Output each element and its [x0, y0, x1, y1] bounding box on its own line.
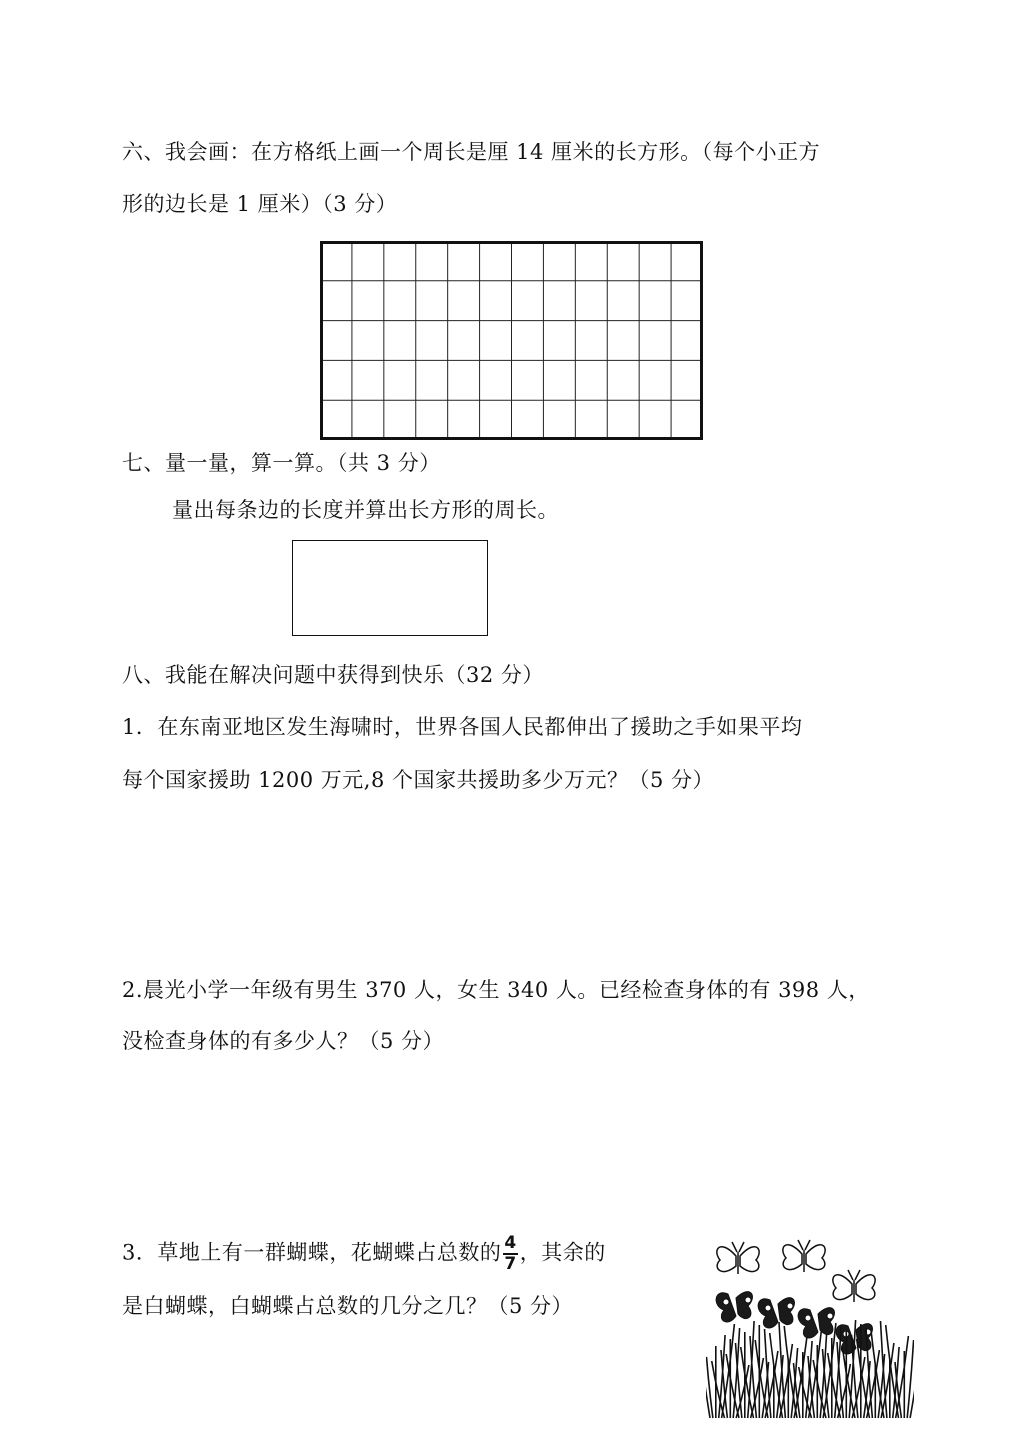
fraction-denominator: 7 [504, 1254, 517, 1274]
question3-line2: 是白蝴蝶，白蝴蝶占总数的几分之几？（5 分） [122, 1294, 574, 1318]
grid-lines [320, 241, 703, 440]
question2-line1: 2.晨光小学一年级有男生 370 人，女生 340 人。已经检查身体的有 398 人， [122, 978, 870, 1002]
section6-line1: 六、我会画：在方格纸上画一个周长是厘 14 厘米的长方形。（每个小正方 [122, 140, 821, 164]
section8-title: 八、我能在解决问题中获得到快乐（32 分） [122, 663, 544, 687]
question3-text-before: 3．草地上有一群蝴蝶，花蝴蝶占总数的 [122, 1240, 502, 1265]
question3-line1 [122, 1235, 606, 1273]
white-butterfly-icon [717, 1242, 759, 1274]
question1-line1: 1．在东南亚地区发生海啸时，世界各国人民都伸出了援助之手如果平均 [122, 715, 803, 739]
section6-line2: 形的边长是 1 厘米）（3 分） [122, 192, 398, 216]
question3-text-after: ，其余的 [519, 1240, 606, 1265]
white-butterfly-icon [783, 1240, 825, 1272]
grass-blade [823, 1323, 836, 1418]
question2-line2: 没检查身体的有多少人？（5 分） [122, 1029, 445, 1053]
square-grid-paper[interactable] [320, 241, 703, 440]
section7-title: 七、量一量，算一算。（共 3 分） [122, 451, 441, 475]
fraction-numerator: 4 [504, 1233, 517, 1253]
section7-instruction: 量出每条边的长度并算出长方形的周长。 [172, 498, 559, 522]
fraction-four-sevenths [503, 1235, 517, 1273]
white-butterfly-icon [833, 1270, 875, 1302]
measure-rectangle [292, 540, 488, 636]
question1-line2: 每个国家援助 1200 万元,8 个国家共援助多少万元？（5 分） [122, 768, 715, 792]
flower-butterfly-icon [758, 1298, 794, 1328]
flower-butterfly-icon [716, 1292, 752, 1322]
flower-butterfly-icon [798, 1308, 834, 1338]
butterflies-over-grass-picture [706, 1228, 914, 1420]
grass-blade [722, 1324, 735, 1418]
